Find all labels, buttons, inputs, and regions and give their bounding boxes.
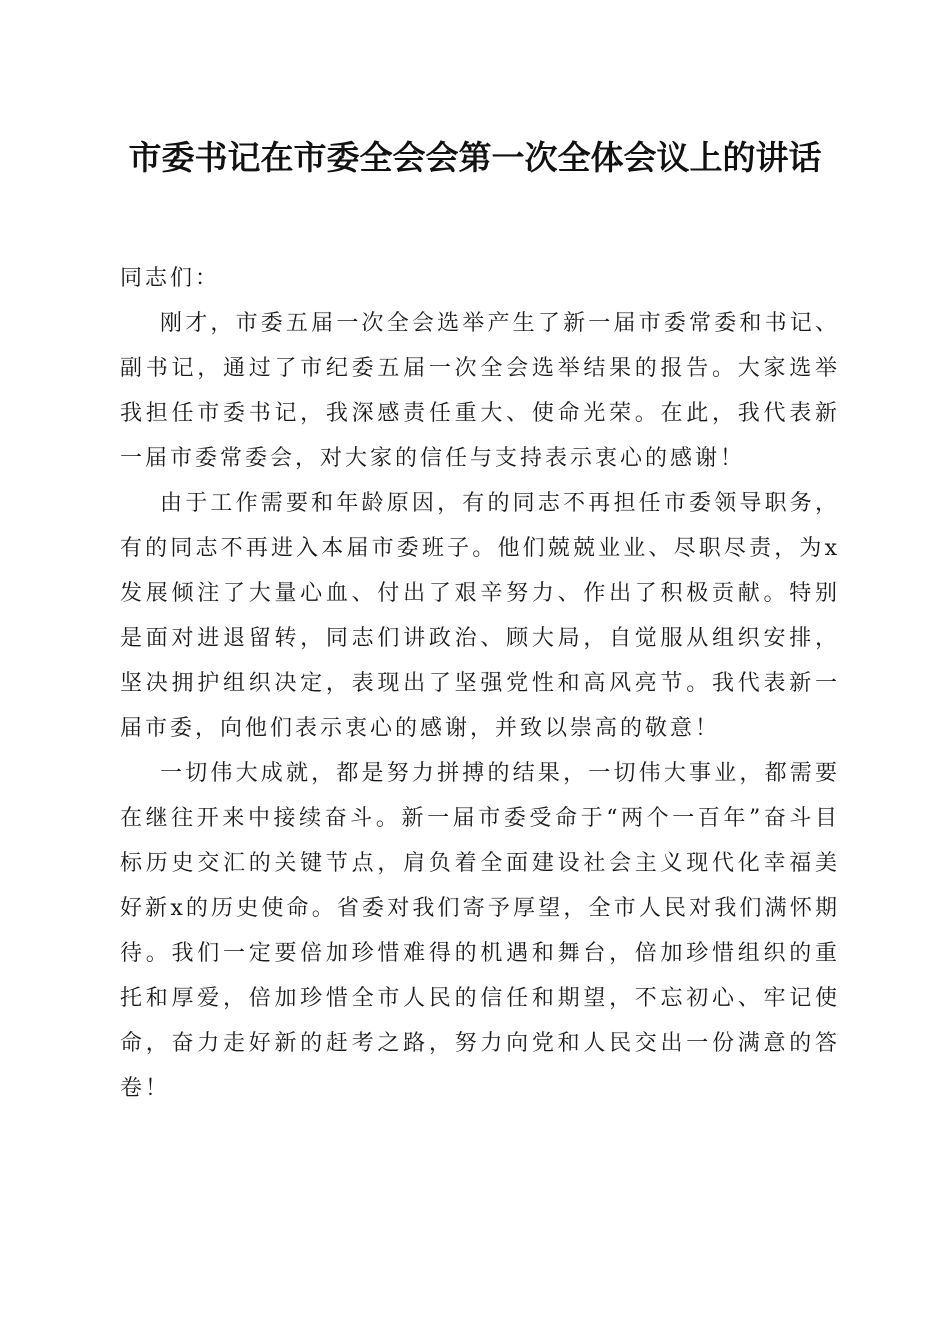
paragraph-2: 由于工作需要和年龄原因，有的同志不再担任市委领导职务，有的同志不再进入本届市委班子。他们兢兢业业、尽职尽责，为x发展倾注了大量心血、付出了艰辛努力、作出了积极贡献。特别是面对进退留转，同志们讲政治、顾大局，自觉服从组织安排，坚决拥护组织决定，表现出了坚强党性和高风亮节。我代表新一届市委，向他们表示衷心的感谢，并致以崇高的敬意！: [120, 491, 840, 741]
paragraph-1: 刚才，市委五届一次全会选举产生了新一届市委常委和书记、副书记，通过了市纪委五届一次全会选举结果的报告。大家选举我担任市委书记，我深感责任重大、使命光荣。在此，我代表新一届市委常委会，对大家的信任与支持表示衷心的感谢！: [120, 311, 840, 471]
salutation: 同志们：: [120, 266, 221, 291]
paragraph-3: 一切伟大成就，都是努力拼搏的结果，一切伟大事业，都需要在继往开来中接续奋斗。新一届市委受命于“两个一百年”奋斗目标历史交汇的关键节点，肩负着全面建设社会主义现代化幸福美好新x的历史使命。省委对我们寄予厚望，全市人民对我们满怀期待。我们一定要倍加珍惜难得的机遇和舞台，倍加珍惜组织的重托和厚爱，倍加珍惜全市人民的信任和期望，不忘初心、牢记使命，奋力走好新的赶考之路，努力向党和人民交出一份满意的答卷！: [120, 761, 840, 1101]
document-title: 市委书记在市委全会会第一次全体会议上的讲话: [128, 138, 822, 177]
document-body: [120, 256, 840, 1111]
